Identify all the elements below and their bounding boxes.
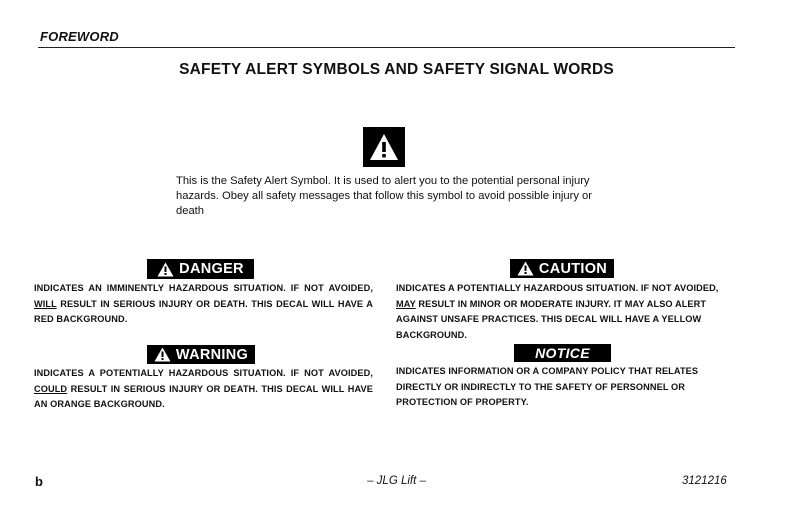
notice-description: INDICATES INFORMATION OR A COMPANY POLICY THAT RELATES DIRECTLY OR INDIRECTLY TO THE SAFETY OF PERSONNEL OR PROTECTION OF PROPERTY. [396, 366, 699, 407]
danger-description: INDICATES AN IMMINENTLY HAZARDOUS SITUATION. IF NOT AVOIDED, WILL RESULT IN SERIOUS INJURY OR DEATH. THIS DECAL WILL HAVE A RED BACKGROUND. [34, 283, 373, 324]
caution-emphasis: MAY [396, 298, 416, 309]
warning-triangle-icon [517, 261, 534, 276]
warning-label: WARNING [175, 346, 249, 363]
warning-signal-tag [147, 345, 255, 364]
caution-description: INDICATES A POTENTIALLY HAZARDOUS SITUATION. IF NOT AVOIDED, MAY RESULT IN MINOR OR MODERATE INJURY. IT MAY ALSO ALERT AGAINST UNSAFE PRACTICES. THIS DECAL WILL HAVE A YELLOW BACKGROUND. [396, 283, 719, 340]
warning-triangle-icon [157, 262, 174, 277]
warning-description: INDICATES A POTENTIALLY HAZARDOUS SITUATION. IF NOT AVOIDED, COULD RESULT IN SERIOUS INJURY OR DEATH. THIS DECAL WILL HAVE AN ORANGE BACKGROUND. [34, 368, 373, 409]
caution-signal-tag [510, 259, 614, 278]
footer-publisher: – JLG Lift – [367, 475, 426, 487]
document-number: 3121216 [682, 475, 727, 487]
danger-emphasis: WILL [34, 298, 57, 309]
safety-alert-description: This is the Safety Alert Symbol. It is used to alert you to the potential personal injury hazards. Obey all safety messages that follow this symbol to avoid possible injury or death [176, 175, 592, 217]
section-header: FOREWORD [40, 29, 119, 44]
page-title: SAFETY ALERT SYMBOLS AND SAFETY SIGNAL WORDS [179, 61, 614, 78]
warning-triangle-icon [154, 347, 171, 362]
caution-label: CAUTION [538, 260, 608, 277]
safety-alert-symbol [363, 127, 405, 167]
danger-label: DANGER [179, 261, 244, 277]
notice-signal-tag [514, 344, 611, 362]
notice-label: NOTICE [535, 345, 590, 361]
danger-signal-tag [147, 259, 254, 279]
header-divider [38, 47, 735, 48]
warning-triangle-icon [368, 132, 400, 162]
page-number: b [35, 474, 43, 489]
warning-emphasis: COULD [34, 383, 68, 394]
